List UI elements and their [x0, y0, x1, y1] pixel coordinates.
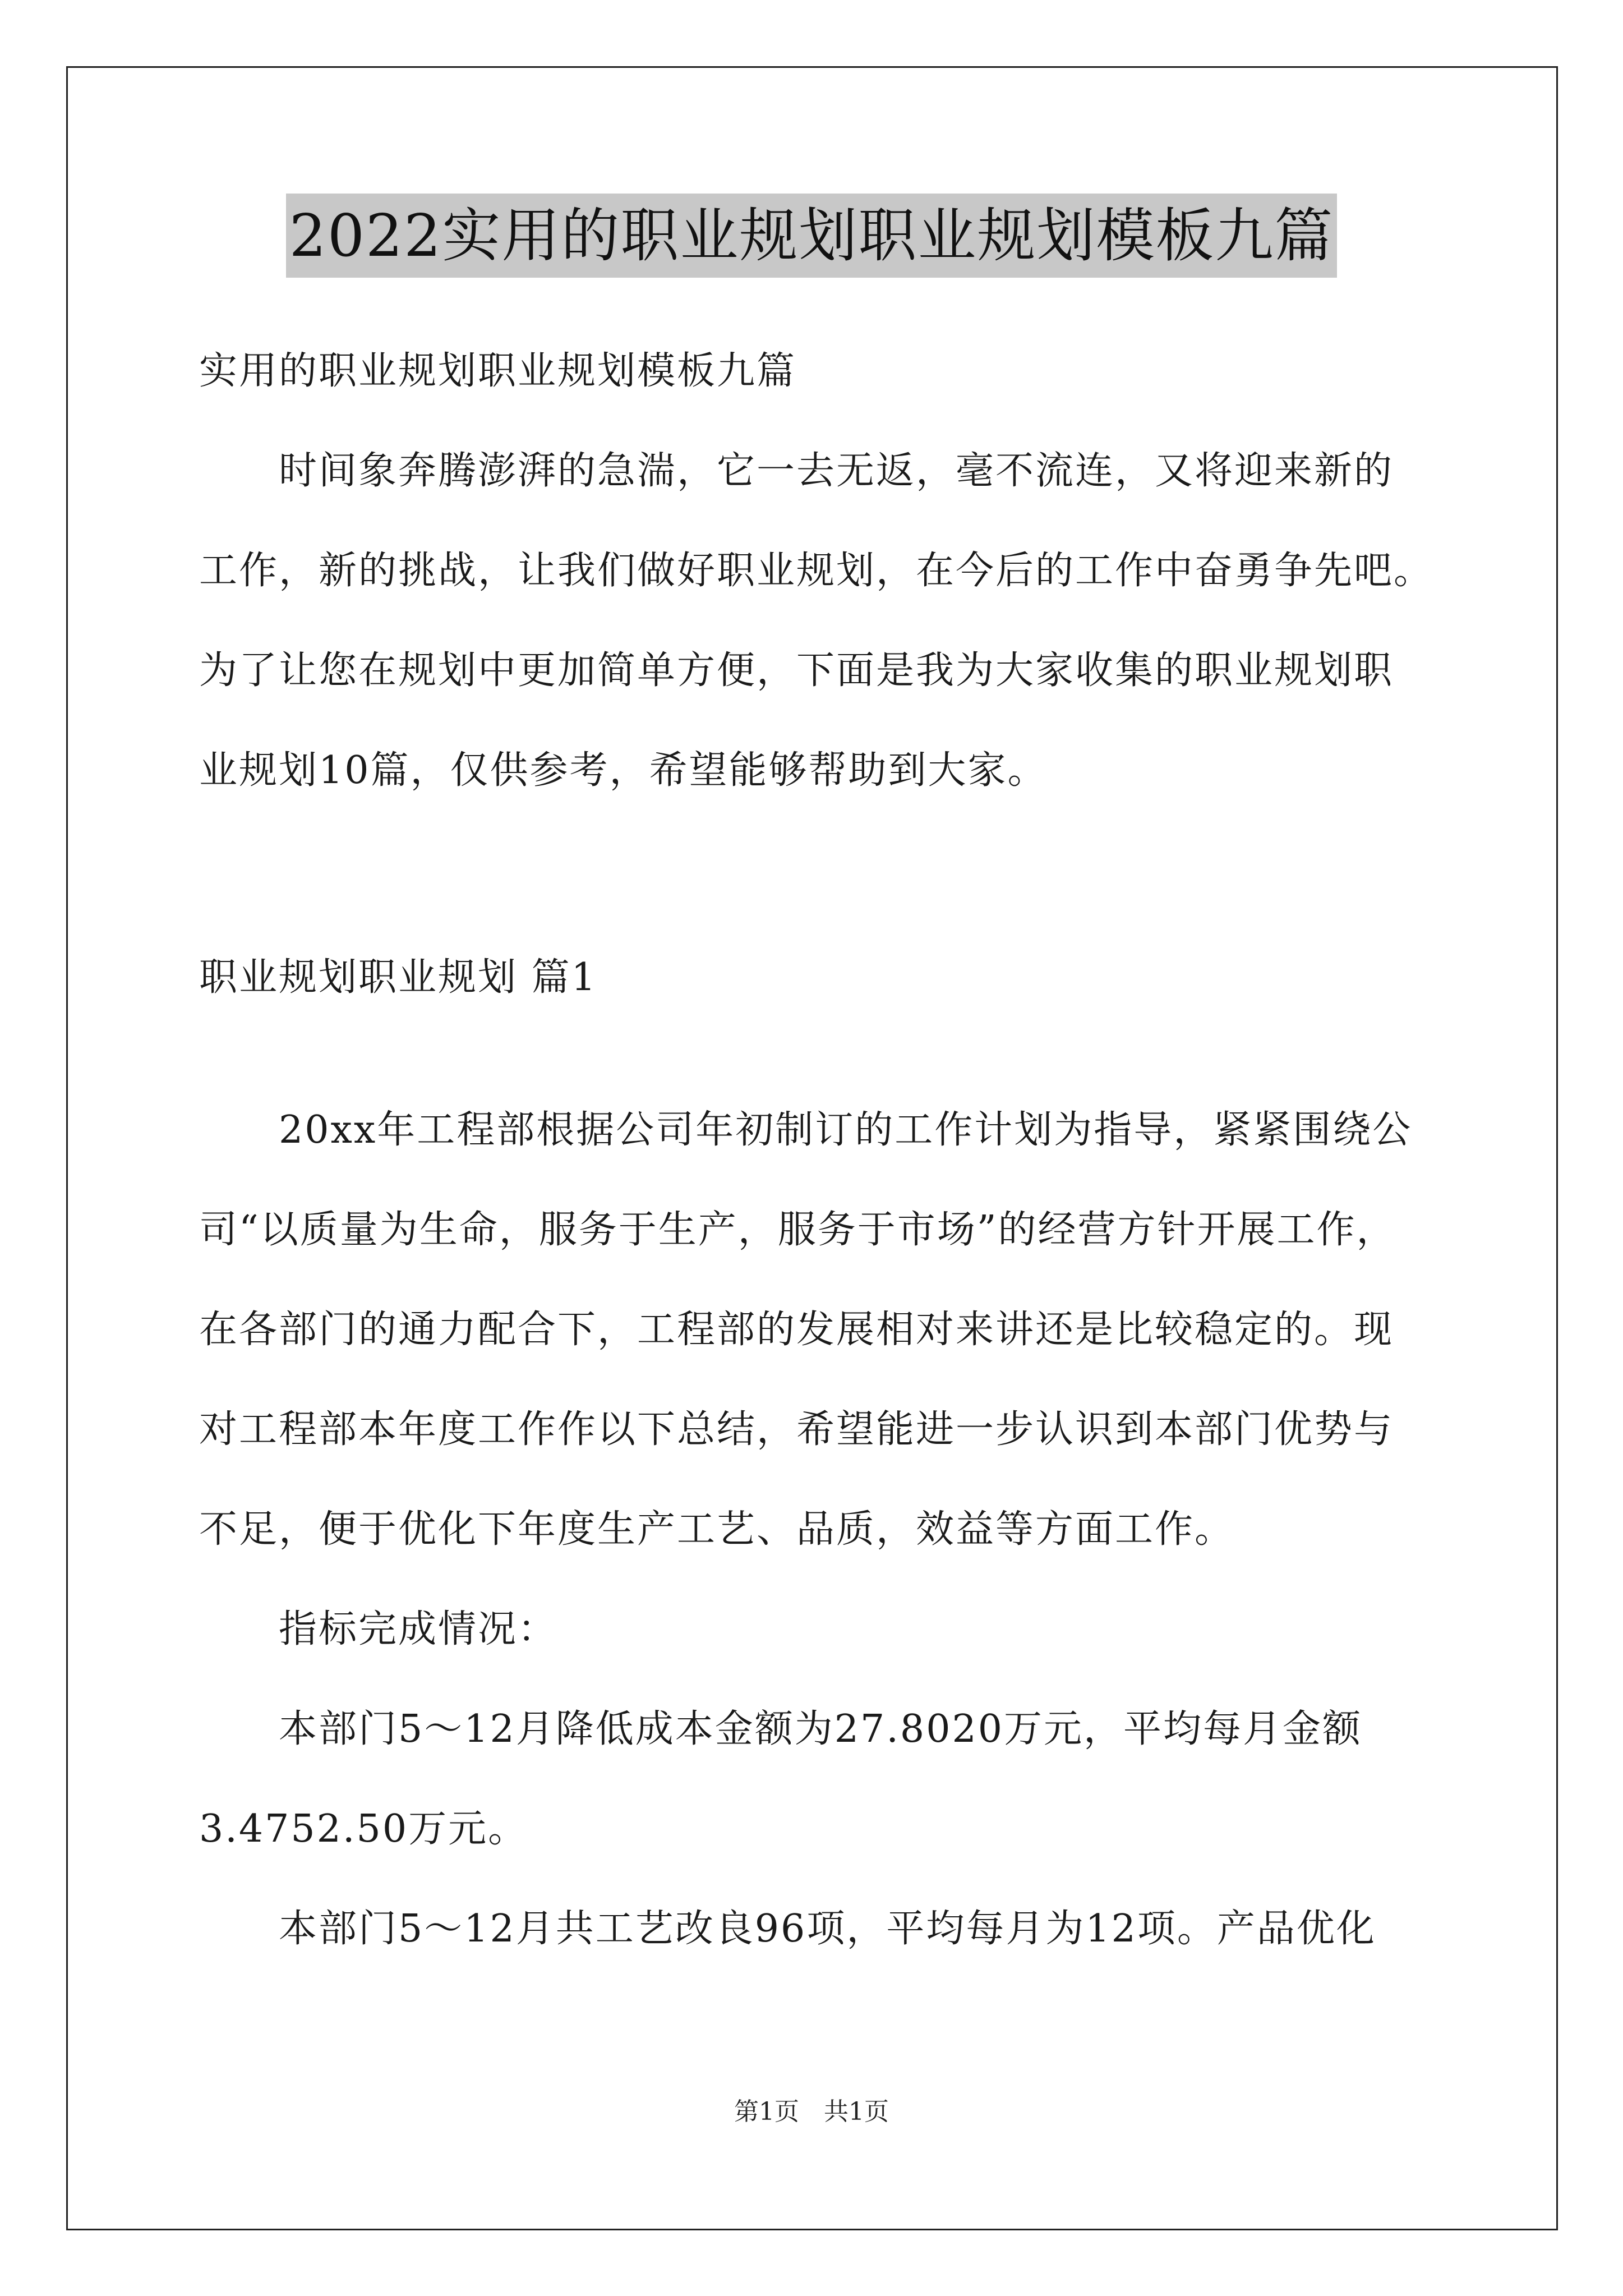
- body-line: 3.4752.50万元。: [199, 1807, 528, 1851]
- body-line: 对工程部本年度工作作以下总结，希望能进一步认识到本部门优势与: [199, 1407, 1394, 1452]
- document-title: 2022实用的职业规划职业规划模板九篇: [286, 194, 1338, 278]
- body-line: 在各部门的通力配合下，工程部的发展相对来讲还是比较稳定的。现: [199, 1308, 1394, 1352]
- intro-line: 为了让您在规划中更加简单方便，下面是我为大家收集的职业规划职: [199, 648, 1394, 693]
- section-heading: 职业规划职业规划 篇1: [199, 955, 597, 1000]
- body-line: 指标完成情况：: [199, 1607, 558, 1651]
- intro-line: 时间象奔腾澎湃的急湍，它一去无返，毫不流连，又将迎来新的: [199, 449, 1394, 493]
- body-line: 本部门5～12月共工艺改良96项，平均每月为12项。产品优化: [199, 1907, 1376, 1951]
- document-subtitle: 实用的职业规划职业规划模板九篇: [199, 349, 797, 393]
- body-line: 本部门5～12月降低成本金额为27.8020万元，平均每月金额: [199, 1707, 1362, 1751]
- body-line: 司“以质量为生命，服务于生产，服务于市场”的经营方针开展工作，: [199, 1208, 1396, 1252]
- body-line: 20xx年工程部根据公司年初制订的工作计划为指导，紧紧围绕公: [199, 1108, 1413, 1152]
- body-line: 不足，便于优化下年度生产工艺、品质，效益等方面工作。: [199, 1507, 1235, 1552]
- intro-line: 业规划10篇，仅供参考，希望能够帮助到大家。: [199, 748, 1048, 793]
- title-wrap: [0, 194, 1623, 278]
- intro-line: 工作，新的挑战，让我们做好职业规划，在今后的工作中奋勇争先吧。: [199, 549, 1434, 593]
- page-footer: 第1页 共1页: [734, 2097, 889, 2126]
